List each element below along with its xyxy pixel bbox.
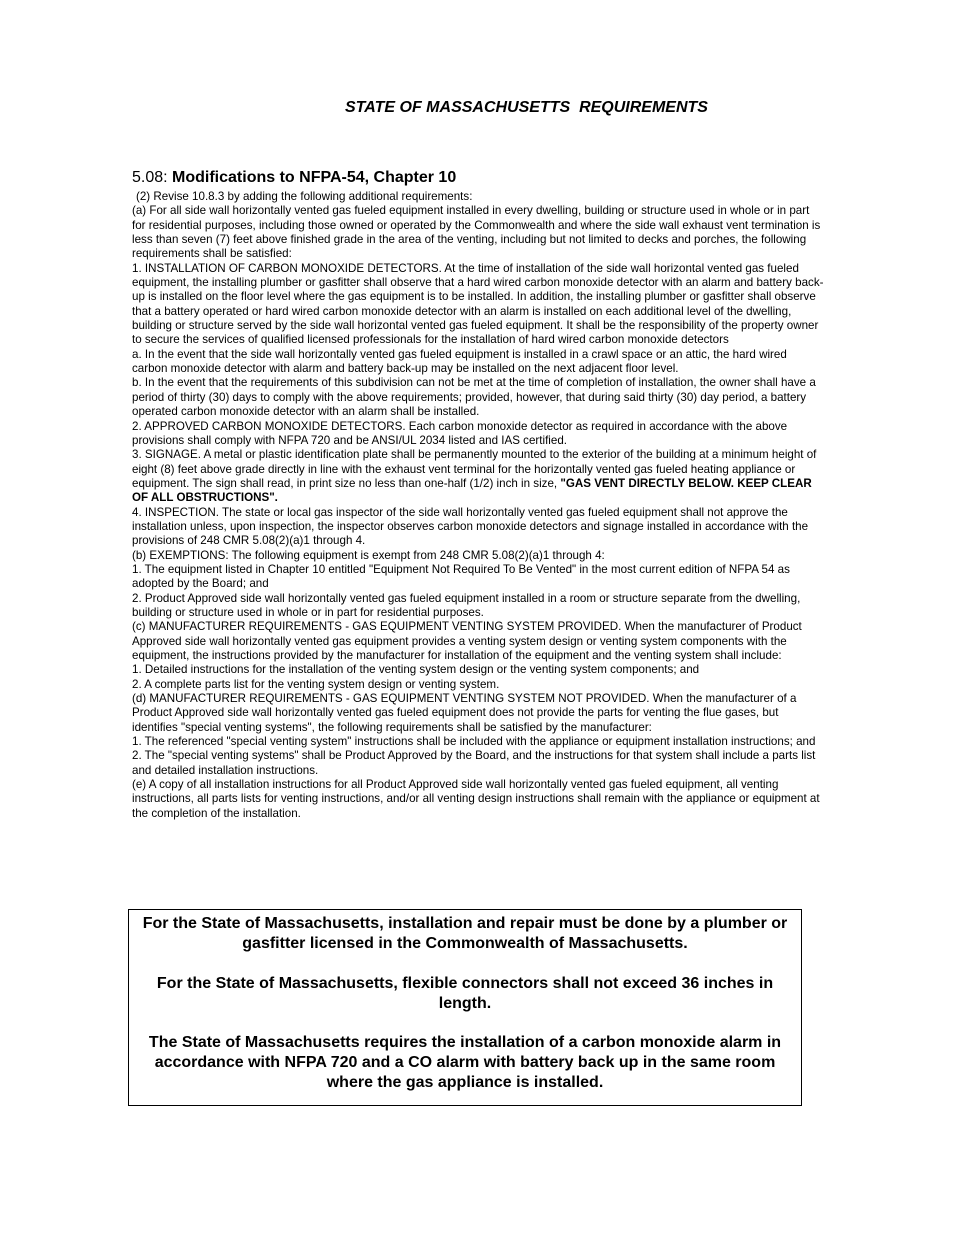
paragraph-thirty-days: b. In the event that the requirements of this subdivision can not be met at the time of completion of installation, the owner shall have a period of thirty (30) days to comply with the above requirements; provided, however, that during said thirty (30) day period, a battery operated carbon monoxide detector with an alarm shall be installed. (132, 376, 816, 419)
regulation-text (132, 190, 824, 821)
paragraph-a: (a) For all side wall horizontally vented gas fueled equipment installed in every dwelling, building or structure used in whole or in part for residential purposes, including those owned or operated by the Commonwealth and where the side wall exhaust vent termination is less than seven (7) feet above finished grade in the area of the venting, including but not limited to decks and porches, the following requirements shall be satisfied: (132, 204, 821, 261)
page-title: STATE OF MASSACHUSETTS REQUIREMENTS (345, 99, 708, 116)
paragraph-d-2: 2. The "special venting systems" shall be Product Approved by the Board, and the instructions for that system shall include a parts list and detailed installation instructions. (132, 749, 816, 777)
paragraph-e: (e) A copy of all installation instructions for all Product Approved side wall horizontally vented gas fueled equipment, all venting instructions, all parts lists for venting instructions, and/or all venting design instructions shall remain with the appliance or equipment at the completion of the installation. (132, 778, 820, 820)
paragraph-installation: 1. INSTALLATION OF CARBON MONOXIDE DETECTORS. At the time of installation of the side wall horizontal vented gas fueled equipment, the installing plumber or gasfitter shall observe that a hard wired carbon monoxide detector with an alarm and battery back-up is installed on the floor level where the gas equipment is to be installed. In addition, the installing plumber or gasfitter shall observe that a battery operated or hard wired carbon monoxide detector with an alarm is installed on each additional level of the dwelling, building or structure served by the side wall horizontal vented gas fueled equipment. It shall be the responsibility of the property owner to secure the services of qualified licensed professionals for the installation of hard wired carbon monoxide detectors (132, 261, 824, 347)
paragraph-exemption-1: 1. The equipment listed in Chapter 10 entitled "Equipment Not Required To Be Vented" in the most current edition of NFPA 54 as adopted by the Board; and (132, 562, 790, 591)
paragraph-c-1: 1. Detailed instructions for the installation of the venting system design or the venting system components; and (132, 663, 700, 677)
paragraph-exemptions: (b) EXEMPTIONS: The following equipment is exempt from 248 CMR 5.08(2)(a)1 through 4: (132, 548, 605, 562)
paragraph-approved-detectors: 2. APPROVED CARBON MONOXIDE DETECTORS. Each carbon monoxide detector as required in accordance with the above provisions shall comply with NFPA 720 and be ANSI/UL 2034 listed and IAS certified. (132, 419, 788, 447)
paragraph-d-1: 1. The referenced "special venting system" instructions shall be included with the appliance or equipment installation instructions; and (132, 735, 816, 749)
paragraph-c-2: 2. A complete parts list for the venting system design or venting system. (132, 677, 500, 691)
paragraph-inspection: 4. INSPECTION. The state or local gas inspector of the side wall horizontally vented gas fueled equipment shall not approve the installation unless, upon inspection, the inspector observes carbon monoxide detectors and signage installed in accordance with the provisions of 248 CMR 5.08(2)(a)1 through 4. (132, 505, 809, 548)
notice-box (128, 909, 802, 1106)
notice-connectors: For the State of Massachusetts, flexible connectors shall not exceed 36 inches in length. (156, 974, 774, 1012)
paragraph-revise: (2) Revise 10.8.3 by adding the following additional requirements: (136, 190, 473, 203)
section-number: 5.08: (132, 169, 173, 186)
paragraph-signage (132, 448, 824, 505)
signage-text: 3. SIGNAGE. A metal or plastic identification plate shall be permanently mounted to the exterior of the building at a minimum height of eight (8) feet above grade directly in line with the exhaust vent terminal for the horizontally vented gas fueled heating appliance or equipment. The sign shall read, in print size no less than one-half (1/2) inch in size, (132, 448, 817, 490)
paragraph-exemption-2: 2. Product Approved side wall horizontally vented gas fueled equipment installed in a room or structure separate from the dwelling, building or structure used in whole or in part for residential purposes. (132, 591, 801, 619)
notice-co-alarm: The State of Massachusetts requires the installation of a carbon monoxide alarm in accordance with NFPA 720 and a CO alarm with battery back up in the same room where the gas appliance is installed. (148, 1034, 782, 1091)
paragraph-c: (c) MANUFACTURER REQUIREMENTS - GAS EQUIPMENT VENTING SYSTEM PROVIDED. When the manufacturer of Product Approved side wall horizontally vented gas equipment provides a venting system design or venting system components with the equipment, the instructions provided by the manufacturer for installation of the equipment and the venting system shall include: (132, 620, 802, 662)
signage-bold-text: "GAS VENT DIRECTLY BELOW. KEEP CLEAR OF ALL OBSTRUCTIONS". (132, 476, 812, 505)
paragraph-d: (d) MANUFACTURER REQUIREMENTS - GAS EQUIPMENT VENTING SYSTEM NOT PROVIDED. When the manufacturer of a Product Approved side wall horizontally vented gas fueled equipment does not provide the parts for venting the flue gases, but identifies "special venting systems", the following requirements shall be satisfied by the manufacturer: (132, 692, 797, 734)
section-heading (132, 169, 456, 187)
paragraph-crawl-space: a. In the event that the side wall horizontally vented gas fueled equipment is installed in a crawl space or an attic, the hard wired carbon monoxide detector with alarm and battery back-up may be installed on the next adjacent floor level. (132, 347, 787, 376)
section-title: Modifications to NFPA-54, Chapter 10 (172, 169, 457, 186)
notice-licensed: For the State of Massachusetts, installation and repair must be done by a plumber or gasfitter licensed in the Commonwealth of Massachusetts. (142, 915, 788, 952)
